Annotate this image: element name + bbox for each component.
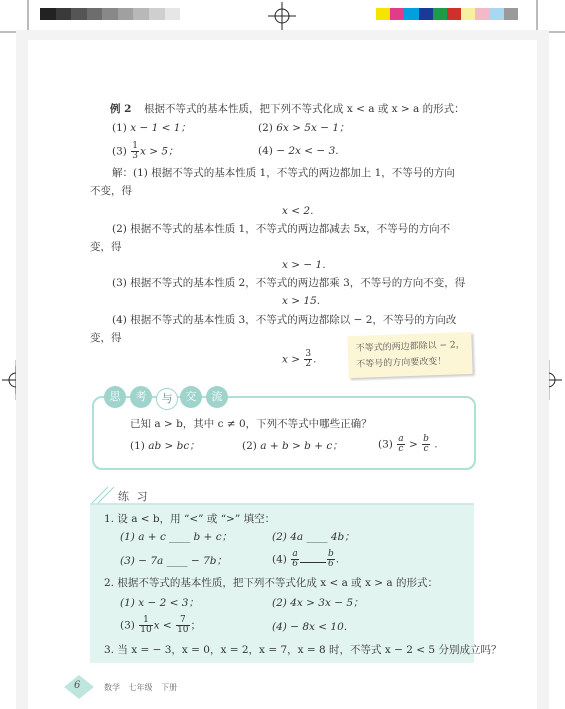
think-option-3: (3) $\frac{a}{c}$ > $\frac{b}{c}$ .: [378, 434, 438, 454]
exercise-q2-2: (2) 4x > 3x − 5；: [272, 597, 364, 609]
think-bubble-3: 与: [156, 388, 178, 410]
footer-book-title: 数学 七年级 下册: [104, 683, 178, 692]
think-question: 已知 a > b，其中 c ≠ 0，下列不等式中哪些正确？: [130, 418, 372, 430]
exercise-q1: 1. 设 a < b，用 “<” 或 “>” 填空：: [104, 513, 276, 525]
think-bubble-1: 思: [104, 386, 126, 408]
exercise-title: 练 习: [118, 490, 150, 503]
solution-p2-line1: (2) 根据不等式的基本性质 1，不等式的两边都减去 5x，不等号的方向不: [112, 223, 451, 235]
exercise-q1-4: (4) $\frac{a}{6}$ $\frac{b}{6}$ .: [272, 549, 340, 569]
margin-note-line2: 不等号的方向要改变！: [356, 356, 447, 370]
solution-p1-line2: 不变，得: [90, 185, 132, 197]
example-item-3: (3) $\frac{1}{3}$ x > 5；: [112, 141, 179, 161]
think-bubble-5: 流: [206, 386, 228, 408]
exercise-q2: 2. 根据不等式的基本性质，把下列不等式化成 x < a 或 x > a 的形式：: [104, 577, 439, 589]
think-option-1: (1) ab > bc；: [130, 440, 200, 452]
margin-note-line1: 不等式的两边都除以 − 2，: [355, 340, 465, 354]
solution-p1-line1: 解：(1) 根据不等式的基本性质 1，不等式的两边都加上 1，不等号的方向: [112, 167, 455, 179]
think-discuss-header: [104, 386, 244, 410]
think-bubble-4: 交: [180, 386, 202, 408]
solution-p4-line2: 变，得: [90, 332, 122, 344]
think-option-2: (2) a + b > b + c；: [242, 440, 343, 452]
exercise-q1-3: (3) − 7a ____ − 7b；: [120, 555, 227, 567]
solution-result-2: x > − 1.: [282, 259, 326, 271]
solution-result-4: x > $\frac{3}{2}$ .: [282, 349, 317, 369]
margin-note: [347, 332, 472, 378]
example-heading: 例 2: [110, 103, 132, 115]
solution-p3-line1: (3) 根据不等式的基本性质 2，不等式的两边都乘 3，不等号的方向不变，得: [112, 277, 466, 289]
exercise-q2-1: (1) x − 2 < 3；: [120, 597, 199, 609]
exercise-q1-2: (2) 4a ____ 4b；: [272, 531, 355, 543]
page-number: 6: [74, 680, 81, 691]
exercise-q3: 3. 当 x = − 3，x = 0，x = 2，x = 7，x = 8 时，不等式 x − 2 < 5 分别成立吗？: [104, 644, 502, 656]
solution-result-3: x > 15.: [282, 295, 321, 307]
solution-p2-line2: 变，得: [90, 241, 122, 253]
think-bubble-2: 考: [130, 386, 152, 408]
example-item-2: (2) 6x > 5x − 1；: [258, 122, 350, 134]
example-prompt: 根据不等式的基本性质，把下列不等式化成 x < a 或 x > a 的形式：: [144, 103, 465, 115]
example-item-4: (4) − 2x < − 3.: [258, 145, 339, 157]
exercise-q1-1: (1) a + c ____ b + c；: [120, 531, 233, 543]
example-item-1: (1) x − 1 < 1；: [112, 122, 191, 134]
solution-result-1: x < 2.: [282, 205, 314, 217]
exercise-q2-4: (4) − 8x < 10.: [272, 621, 348, 633]
solution-p4-line1: (4) 根据不等式的基本性质 3，不等式的两边都除以 − 2，不等号的方向改: [112, 314, 457, 326]
exercise-q2-3: (3) $\frac{1}{10}$ x < $\frac{7}{10}$ ；: [120, 615, 202, 635]
